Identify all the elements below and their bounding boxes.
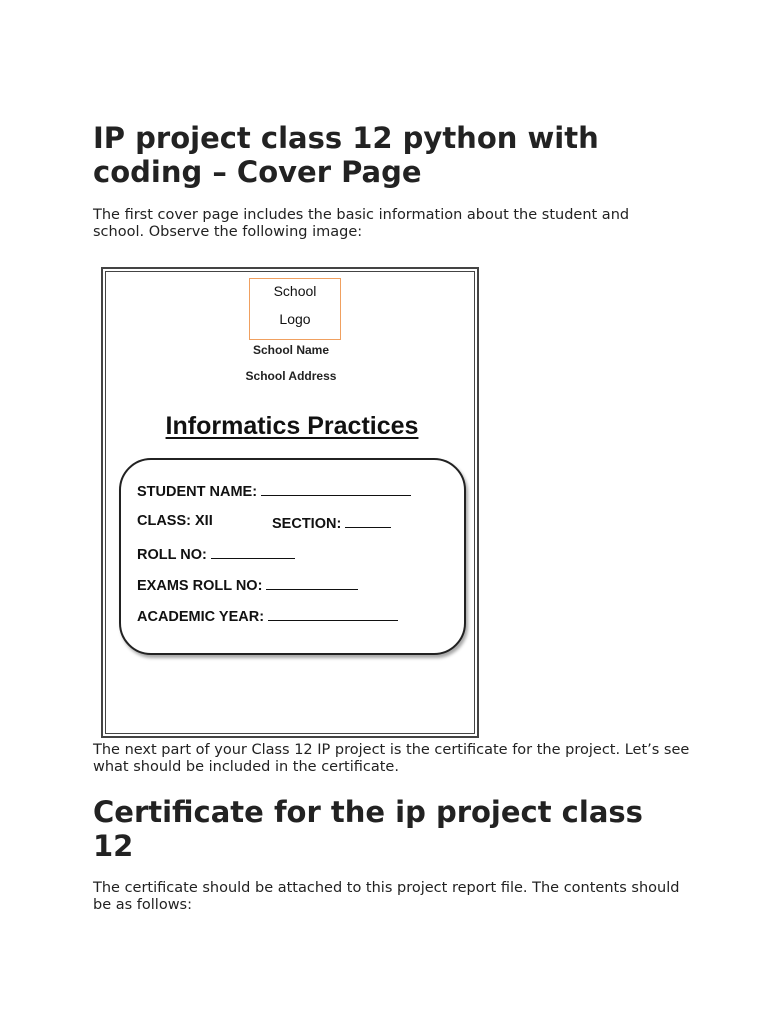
academic-year-blank-line bbox=[268, 606, 398, 621]
roll-no-label: ROLL NO: bbox=[137, 547, 207, 563]
student-name-field bbox=[137, 481, 411, 500]
roll-no-blank-line bbox=[211, 544, 295, 559]
exams-roll-no-blank-line bbox=[266, 575, 358, 590]
section-blank-line bbox=[345, 513, 391, 528]
section-field bbox=[272, 513, 391, 532]
cover-page-image bbox=[101, 267, 479, 738]
class-field bbox=[137, 513, 213, 529]
academic-year-field bbox=[137, 606, 398, 625]
section-label: SECTION: bbox=[272, 516, 342, 532]
certificate-contents-paragraph: The certificate should be attached to this project report file. The contents should be as follows: bbox=[93, 880, 680, 913]
student-name-blank-line bbox=[261, 481, 411, 496]
intro-paragraph: The first cover page includes the basic information about the student and school. Observe the following image: bbox=[93, 207, 630, 240]
class-label: CLASS: XII bbox=[137, 513, 213, 529]
school-logo-placeholder bbox=[249, 278, 341, 340]
logo-placeholder-line-2: Logo bbox=[279, 311, 311, 327]
subject-title: Informatics Practices bbox=[165, 412, 419, 440]
section-heading-cover-page: IP project class 12 python with coding – Cover Page bbox=[93, 121, 599, 189]
logo-placeholder-line-1: School bbox=[273, 283, 317, 299]
exams-roll-no-label: EXAMS ROLL NO: bbox=[137, 578, 263, 594]
school-name-label: School Name bbox=[252, 343, 330, 357]
cover-page-frame bbox=[101, 267, 479, 738]
academic-year-label: ACADEMIC YEAR: bbox=[137, 609, 265, 625]
student-name-label: STUDENT NAME: bbox=[137, 484, 258, 500]
section-heading-certificate: Certificate for the ip project class 12 bbox=[93, 795, 643, 863]
student-info-box bbox=[119, 458, 466, 655]
exams-roll-no-field bbox=[137, 575, 358, 594]
school-address-label: School Address bbox=[245, 369, 337, 383]
certificate-intro-paragraph: The next part of your Class 12 IP project is the certificate for the project. Let’s see what should be included in the certificate. bbox=[93, 742, 690, 775]
roll-no-field bbox=[137, 544, 295, 563]
